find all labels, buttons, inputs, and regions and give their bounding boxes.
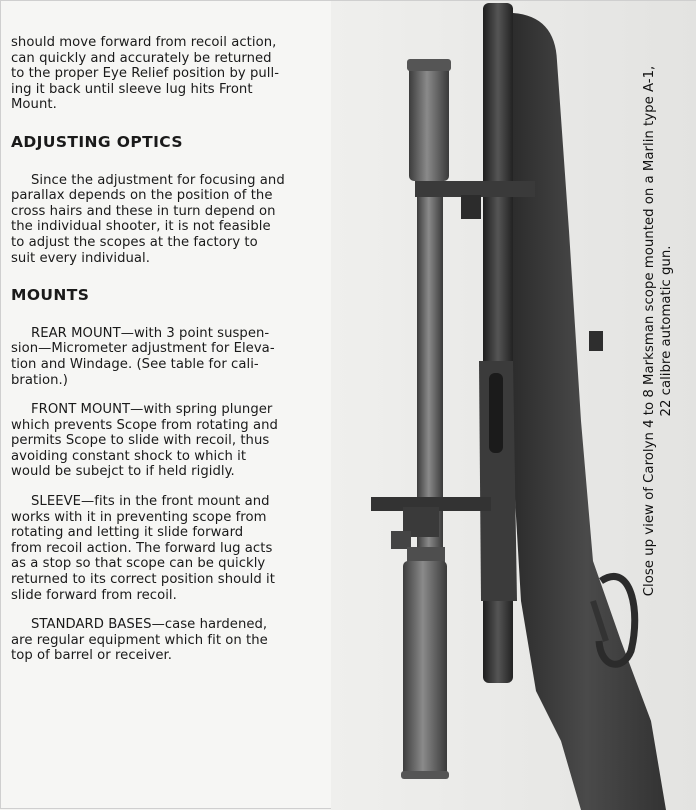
intro-paragraph	[11, 35, 311, 113]
optics-line: the individual shooter, it is not feasible	[11, 219, 271, 235]
sleeve-line: from recoil action. The forward lug acts	[11, 540, 273, 556]
front-mount-line: would be subejct to if held rigidly.	[11, 464, 235, 480]
caption-line-2: 22 calibre automatic gun.	[659, 245, 674, 417]
bases-line: STANDARD BASES—case hardened,	[31, 617, 268, 633]
optics-line: Since the adjustment for focusing and	[31, 172, 285, 188]
front-mount-line: which prevents Scope from rotating and	[11, 417, 278, 433]
intro-line: Mount.	[11, 97, 57, 113]
front-mount-line: FRONT MOUNT—with spring plunger	[31, 402, 273, 418]
intro-line: ing it back until sleeve lug hits Front	[11, 81, 253, 97]
scope-eyepiece	[409, 61, 449, 181]
rear-mount-line: tion and Windage. (See table for cali-	[11, 356, 259, 372]
standard-bases-paragraph	[11, 617, 311, 664]
rear-mount-line: bration.)	[11, 372, 68, 388]
caption-line-1: Close up view of Carolyn 4 to 8 Marksman scope mounted on a Marlin type A-1,	[642, 65, 657, 597]
optics-line: parallax depends on the position of the	[11, 188, 273, 204]
front-mount-line: avoiding constant shock to which it	[11, 448, 247, 464]
photo-caption	[641, 11, 675, 651]
intro-line: should move forward from recoil action,	[11, 35, 277, 50]
front-mount-line: permits Scope to slide with recoil, thus	[11, 433, 270, 449]
optics-line: suit every individual.	[11, 250, 150, 266]
sleeve-line: rotating and letting it slide forward	[11, 525, 244, 541]
sleeve-line: as a stop so that scope can be quickly	[11, 556, 266, 572]
sleeve-paragraph	[11, 494, 311, 603]
sleeve-line: SLEEVE—fits in the front mount and	[31, 494, 270, 510]
bases-line: top of barrel or receiver.	[11, 648, 173, 664]
bases-line: are regular equipment which fit on the	[11, 632, 268, 648]
adjusting-optics-paragraph	[11, 173, 311, 267]
mounts-heading: MOUNTS	[11, 286, 90, 305]
text-column	[11, 35, 311, 664]
sleeve-line: returned to its correct position should it	[11, 572, 275, 588]
front-mount-paragraph	[11, 402, 311, 480]
intro-line: to the proper Eye Relief position by pull-	[11, 66, 280, 82]
rear-mount	[415, 181, 535, 197]
intro-line: can quickly and accurately be returned	[11, 50, 272, 66]
rear-mount-line: REAR MOUNT—with 3 point suspen-	[31, 325, 270, 341]
scope-objective	[403, 561, 447, 776]
optics-line: to adjust the scopes at the factory to	[11, 234, 258, 250]
sleeve-line: slide forward from recoil.	[11, 587, 177, 603]
scope-tube	[417, 197, 443, 547]
adjusting-optics-heading: ADJUSTING OPTICS	[11, 132, 183, 151]
sleeve-line: works with it in preventing scope from	[11, 509, 267, 525]
rear-mount-line: sion—Micrometer adjustment for Eleva-	[11, 341, 275, 357]
optics-line: cross hairs and these in turn depend on	[11, 203, 276, 219]
rear-mount-paragraph	[11, 326, 311, 388]
